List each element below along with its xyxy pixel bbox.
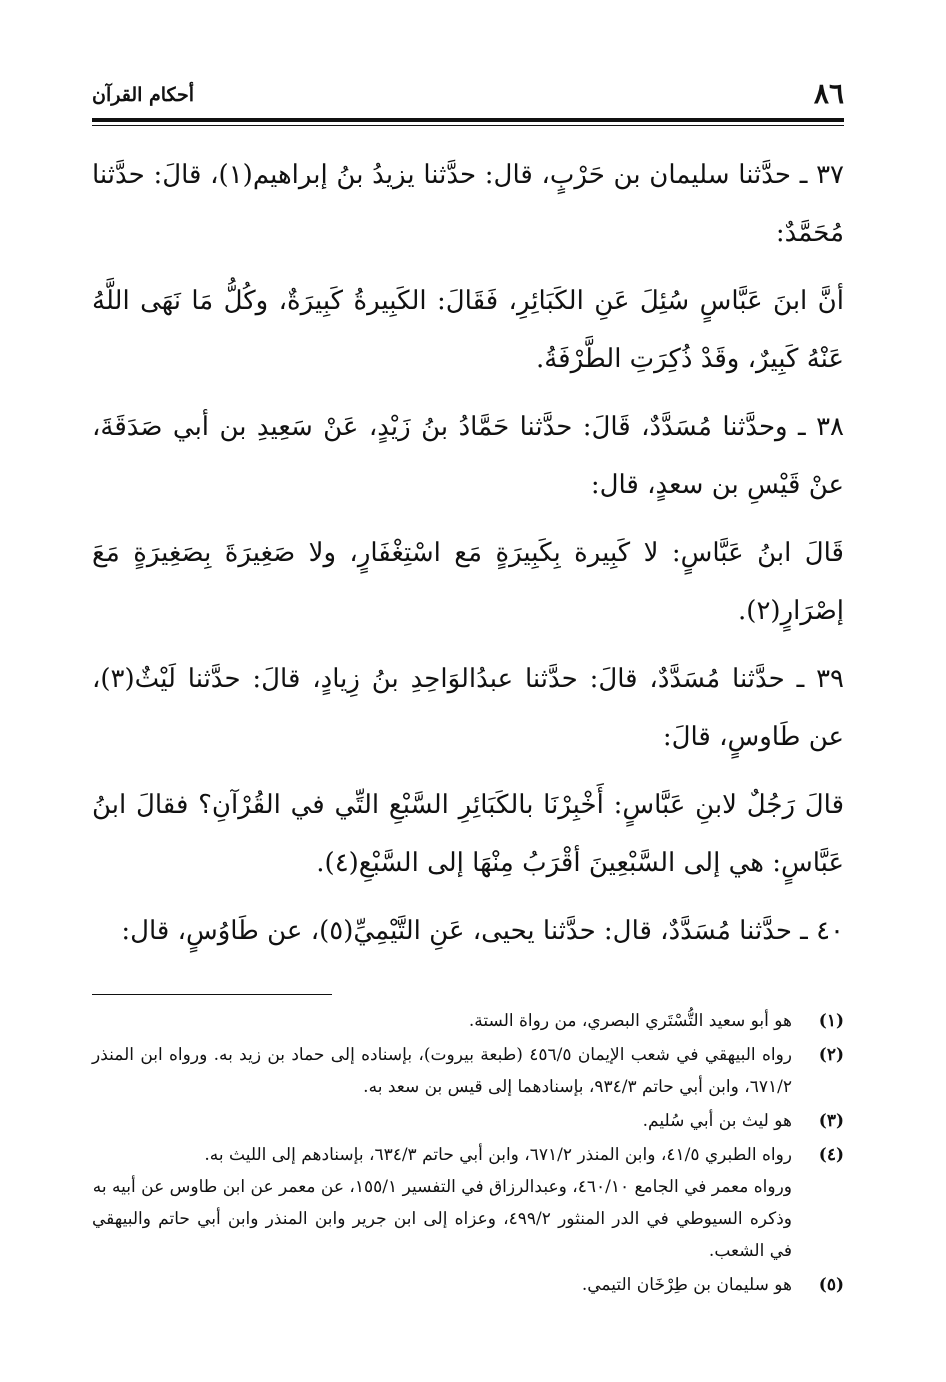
hadith-37-isnad: ٣٧ ـ حدَّثنا سليمان بن حَرْبٍ، قال: حدَّثنا يزيدُ بنُ إبراهيم(١)، قالَ: حدَّثنا مُحَمَّدٌ: xyxy=(92,160,844,248)
footnote-number: (٥) xyxy=(818,1275,844,1295)
footnote-separator xyxy=(92,994,332,995)
hadith-40-isnad: ٤٠ ـ حدَّثنا مُسَدَّدٌ، قال: حدَّثنا يحيى، عَنِ التَّيْمِيِّ(٥)، عن طَاوُسٍ، قال: xyxy=(121,916,844,946)
footnote-number: (٤) xyxy=(818,1145,844,1165)
footnote xyxy=(92,1139,844,1267)
page-header xyxy=(92,70,844,110)
page-number: ٨٦ xyxy=(813,77,844,110)
footnote-text xyxy=(92,1105,792,1137)
header-rule-thin xyxy=(92,125,844,126)
footnote-line: وذكره السيوطي في الدر المنثور ٤٩٩/٢، وعزاه إلى ابن جرير وابن المنذر وابن أبي حاتم والبيهقي في الشعب. xyxy=(92,1209,792,1261)
footnote-line: رواه البيهقي في شعب الإيمان ٤٥٦/٥ (طبعة بيروت)، بإسناده إلى حماد بن زيد به. ورواه ابن المنذر ٦٧١/٢، وابن أبي حاتم ٩٣٤/٣، بإسنادهما إلى قيس بن سعد به. xyxy=(92,1045,792,1097)
footnote-line: هو ليث بن أبي سُليم. xyxy=(642,1111,792,1131)
footnote-number: (١) xyxy=(818,1011,844,1031)
hadith-37-matn: أنَّ ابنَ عَبَّاسٍ سُئِلَ عَنِ الكَبَائِرِ، فَقَالَ: الكَبِيرةُ كَبِيرَةٌ، وكُلُّ مَا نَهَى اللَّهُ عَنْهُ كَبِيرٌ، وقَدْ ذُكِرَتِ الطَّرْفَةُ. xyxy=(92,286,844,374)
footnote xyxy=(92,1039,844,1103)
footnote-text xyxy=(92,1039,792,1103)
footnote-number: (٣) xyxy=(818,1111,844,1131)
footnote-line: ورواه معمر في الجامع ٤٦٠/١٠، وعبدالرزاق في التفسير ١٥٥/١، عن معمر عن ابن طاوس عن أبيه به xyxy=(92,1177,792,1197)
footnote-number: (٢) xyxy=(818,1045,844,1065)
header-rule-thick xyxy=(92,118,844,122)
hadith-39-matn: قالَ رَجُلٌ لابنِ عَبَّاسٍ: أَخْبِرْنَا بالكَبَائِرِ السَّبْعِ التِّي في القُرْآنِ؟ فقالَ ابنُ عَبَّاسٍ: هي إلى السَّبْعِينَ أقْرَبُ مِنْهَا إلى السَّبْعِ(٤). xyxy=(92,790,844,878)
footnote xyxy=(92,1269,844,1301)
footnote xyxy=(92,1105,844,1137)
hadith-39-isnad: ٣٩ ـ حدَّثنا مُسَدَّدٌ، قالَ: حدَّثنا عبدُالوَاحِدِ بنُ زِيادٍ، قالَ: حدَّثنا لَيْثٌ(٣)، عن طَاوسٍ، قالَ: xyxy=(92,664,844,752)
footnotes xyxy=(92,1005,844,1301)
footnote-line: هو سليمان بن طِرْخَان التيمي. xyxy=(581,1275,792,1295)
footnote xyxy=(92,1005,844,1037)
running-title: أحكام القرآن xyxy=(92,84,195,106)
book-page xyxy=(92,70,844,1350)
hadith-38-matn: قَالَ ابنُ عَبَّاسٍ: لا كَبِيرة بِكَبِيرَةٍ مَع اسْتِغْفَارٍ، ولا صَغِيرَةَ بِصَغِيرَةٍ مَعَ إصْرَارٍ(٢). xyxy=(92,538,844,626)
main-text xyxy=(92,146,844,960)
footnote-line: هو أبو سعيد التُّسْتَري البصري، من رواة الستة. xyxy=(468,1011,792,1031)
footnote-text xyxy=(92,1005,792,1037)
hadith-38-isnad: ٣٨ ـ وحدَّثنا مُسَدَّدٌ، قَالَ: حدَّثنا حَمَّادُ بنُ زَيْدٍ، عَنْ سَعِيدِ بن أبي صَدَقَةَ، عنْ قَيْسِ بن سعدٍ، قال: xyxy=(92,412,844,500)
footnote-text xyxy=(92,1139,792,1267)
footnote-text xyxy=(92,1269,792,1301)
footnote-line: رواه الطبري ٤١/٥، وابن المنذر ٦٧١/٢، وابن أبي حاتم ٦٣٤/٣، بإسنادهم إلى الليث به. xyxy=(204,1145,792,1165)
